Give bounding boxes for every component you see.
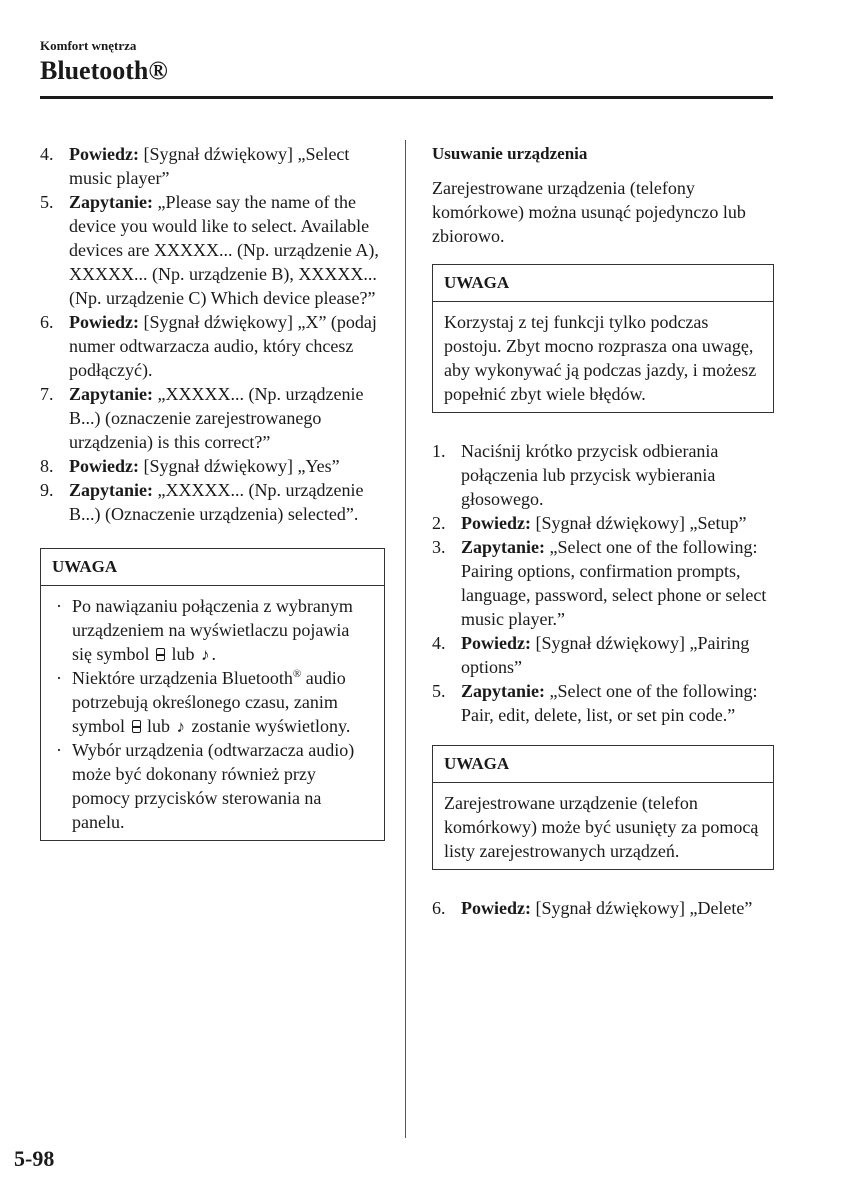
phone-icon: [132, 720, 141, 733]
step-text: [Sygnał dźwiękowy] „Select music player”: [69, 144, 350, 188]
note-bullet: [52, 666, 373, 738]
step-number: 2.: [432, 513, 446, 533]
note-heading: UWAGA: [433, 746, 773, 783]
step-number: 4.: [432, 633, 446, 653]
step-label: Powiedz:: [69, 144, 139, 164]
step-number: 9.: [40, 480, 54, 500]
intro-paragraph: Zarejestrowane urządzenia (telefony komórkowe) można usunąć pojedynczo lub zbiorowo.: [432, 178, 746, 246]
step-item: [432, 535, 774, 631]
bullet-dot: ·: [56, 740, 62, 760]
step-item: [40, 382, 385, 454]
step-text: [Sygnał dźwiękowy] „Yes”: [138, 456, 340, 476]
music-note-icon: ♪: [176, 717, 186, 736]
note-body: [41, 586, 384, 840]
note-body: Zarejestrowane urządzenie (telefon komórkowy) może być usunięty za pomocą listy zarejestrowanych urządzeń.: [444, 793, 759, 861]
step-label: Powiedz:: [461, 513, 531, 533]
step-number: 5.: [40, 192, 54, 212]
step-text: [Sygnał dźwiękowy] „Setup”: [530, 513, 747, 533]
step-text: „XXXXX... (Np. urządzenie B...) (oznaczenie zarejestrowanego urządzenia) is this correct?”: [69, 384, 364, 452]
note-text: Wybór urządzenia (odtwarzacza audio) może być dokonany również przy pomocy przycisków sterowania na panelu.: [72, 740, 355, 832]
step-item: [40, 190, 385, 310]
note-box-right-2: [432, 745, 774, 870]
step-item: [432, 439, 774, 511]
step-text: „Select one of the following: Pairing options, confirmation prompts, language, password, select phone or select music player.”: [461, 537, 767, 629]
step-text: „Select one of the following: Pair, edit, delete, list, or set pin code.”: [461, 681, 758, 725]
step-number: 6.: [40, 312, 54, 332]
note-box-left: [40, 548, 385, 841]
phone-icon: [156, 648, 165, 661]
note-body: Korzystaj z tej funkcji tylko podczas postoju. Zbyt mocno rozprasza ona uwagę, aby wykonywać ją podczas jazdy, i możesz popełnić zbyt wiele błędów.: [444, 312, 757, 404]
right-step-list: [432, 439, 774, 727]
note-text: zostanie wyświetlony.: [187, 716, 351, 736]
step-item: [40, 478, 385, 526]
note-bullet: [52, 738, 373, 834]
section-subheading: Usuwanie urządzenia: [432, 144, 588, 163]
music-note-icon: ♪: [201, 645, 210, 664]
step-label: Powiedz:: [69, 312, 139, 332]
note-text: Niektóre urządzenia Bluetooth: [72, 668, 293, 688]
step-label: Zapytanie:: [69, 384, 154, 404]
step-text: Naciśnij krótko przycisk odbierania połączenia lub przycisk wybierania głosowego.: [461, 441, 719, 509]
note-box-right-1: [432, 264, 774, 413]
step-label: Powiedz:: [69, 456, 139, 476]
step-label: Powiedz:: [461, 633, 531, 653]
note-heading: UWAGA: [433, 265, 773, 302]
step-number: 1.: [432, 441, 446, 461]
note-text: lub: [167, 644, 200, 664]
step-item: [432, 679, 774, 727]
step-number: 5.: [432, 681, 446, 701]
step-number: 8.: [40, 456, 54, 476]
step-number: 7.: [40, 384, 54, 404]
step-number: 4.: [40, 144, 54, 164]
step-number: 3.: [432, 537, 446, 557]
step-item: [40, 142, 385, 190]
bullet-dot: ·: [56, 668, 62, 688]
page-number: 5-98: [14, 1146, 55, 1171]
header-rule: [40, 96, 773, 99]
bullet-dot: ·: [56, 596, 62, 616]
step-text: [Sygnał dźwiękowy] „Pairing options”: [461, 633, 750, 677]
step-label: Zapytanie:: [461, 681, 546, 701]
step-label: Zapytanie:: [69, 192, 154, 212]
step-label: Zapytanie:: [69, 480, 154, 500]
registered-mark: ®: [292, 668, 302, 680]
step-label: Powiedz:: [461, 898, 531, 918]
step-item: [40, 454, 385, 478]
note-bullet: [52, 594, 373, 666]
step-item: [432, 896, 774, 920]
left-step-list: [40, 142, 385, 526]
step-label: Zapytanie:: [461, 537, 546, 557]
step-text: „XXXXX... (Np. urządzenie B...) (Oznaczenie urządzenia) selected”.: [69, 480, 364, 524]
column-divider: [405, 140, 406, 1138]
right-column: [432, 142, 774, 920]
page-title: Bluetooth®: [40, 56, 168, 85]
step-text: [Sygnał dźwiękowy] „Delete”: [530, 898, 753, 918]
note-heading: UWAGA: [41, 549, 384, 586]
note-text: lub: [142, 716, 175, 736]
note-text: Po nawiązaniu połączenia z wybranym urządzeniem na wyświetlaczu pojawia się symbol: [72, 596, 353, 664]
step-item: [40, 310, 385, 382]
section-label: Komfort wnętrza: [40, 38, 137, 53]
step-number: 6.: [432, 898, 446, 918]
step-text: „Please say the name of the device you would like to select. Available devices are XXXXX... (Np. urządzenie A), XXXXX... (Np. urządzenie B), XXXXX... (Np. urządzenie C) Which device please?”: [69, 192, 379, 308]
step-item: [432, 631, 774, 679]
note-text: .: [211, 644, 217, 664]
left-column: [40, 142, 385, 841]
note-text: audio potrzebują określonego czasu, zanim symbol: [72, 668, 346, 736]
step-text: [Sygnał dźwiękowy] „X” (podaj numer odtwarzacza audio, który chcesz podłączyć).: [69, 312, 377, 380]
step-item: [432, 511, 774, 535]
